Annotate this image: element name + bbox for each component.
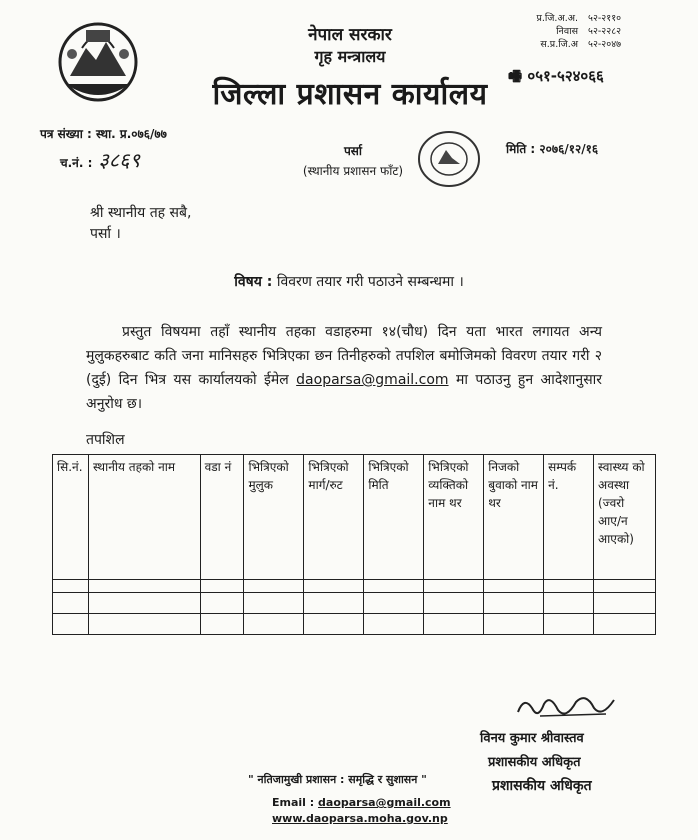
fax-icon: 🖷 xyxy=(508,67,528,85)
column-header: भित्रिएको मार्ग/रुट xyxy=(304,455,364,580)
footer-email-link[interactable]: daoparsa@gmail.com xyxy=(318,796,451,809)
contact-value: ५२-२११० xyxy=(588,13,622,24)
footer-motto: " नतिजामुखी प्रशासन : समृद्धि र सुशासन " xyxy=(248,773,427,786)
office-name: जिल्ला प्रशासन कार्यालय xyxy=(212,77,488,112)
footer-website-link[interactable]: www.daoparsa.moha.gov.np xyxy=(272,812,448,825)
table-header-row xyxy=(53,455,656,580)
contact-label: प्र.जि.अ.अ. xyxy=(536,13,578,24)
recipient-line-1: श्री स्थानीय तह सबै, xyxy=(90,205,192,221)
district-name: पर्सा xyxy=(343,144,363,158)
table-row xyxy=(53,614,656,635)
subject-line xyxy=(0,272,698,291)
column-header: भित्रिएको मुलुक xyxy=(244,455,304,580)
fax-value: ०५१-५२४०६६ xyxy=(527,67,604,85)
letter-date: मिति : २०७६/१२/१६ xyxy=(506,142,599,156)
contact-label: स.प्र.जि.अ xyxy=(540,39,578,50)
subject-text: विवरण तयार गरी पठाउने सम्बन्धमा । xyxy=(276,274,464,290)
contact-phones xyxy=(520,12,621,51)
contact-label: निवास xyxy=(556,26,578,37)
contact-value: ५२-२२८२ xyxy=(588,26,622,37)
section-name: (स्थानीय प्रशासन फाँट) xyxy=(302,164,404,178)
nepal-emblem-icon xyxy=(52,14,144,106)
ministry-name: गृह मन्त्रालय xyxy=(314,47,386,66)
contact-row xyxy=(520,12,621,25)
column-header: स्वास्थ्य को अवस्था (ज्वरो आए/न आएको) xyxy=(594,455,656,580)
table-row xyxy=(53,593,656,614)
contact-row xyxy=(520,38,621,51)
footer-email xyxy=(272,796,451,809)
column-header: सि.नं. xyxy=(53,455,89,580)
signatory-title-stamp: प्रशासकीय अधिकृत xyxy=(492,778,592,794)
footer-email-label: Email : xyxy=(272,796,315,809)
recipient-line-2: पर्सा । xyxy=(90,226,121,242)
body-text-after: मा पठाउनु हुन आदेशानुसार अनुरोध छ। xyxy=(86,372,603,412)
column-header: वडा नं xyxy=(200,455,244,580)
letterhead xyxy=(150,24,550,116)
dispatch-value: ३८६९ xyxy=(98,148,140,172)
column-header: भित्रिएको मिति xyxy=(364,455,424,580)
column-header: भित्रिएको व्यक्तिको नाम थर xyxy=(424,455,484,580)
table-row xyxy=(53,580,656,593)
body-text-before: प्रस्तुत विषयमा तहाँ स्थानीय तहका वडाहरुमा १४(चौध) दिन यता भारत लगायत अन्य मुलुकहरुबाट कति जना मानिसहरु भित्रिएका छन तिनीहरुको तपशिल बमोजिमको विवरण तयार गरी २ (दुई) दिन भित्र यस कार्यालयको ईमेल xyxy=(86,324,602,388)
subject-label: विषय : xyxy=(234,274,273,290)
dispatch-number xyxy=(60,146,140,173)
column-header: निजको बुवाको नाम थर xyxy=(484,455,544,580)
fax-number xyxy=(508,66,604,91)
dispatch-label: च.नं. : xyxy=(60,156,93,170)
contact-value: ५२-२०४७ xyxy=(588,39,622,50)
office-stamp-icon xyxy=(414,128,484,190)
table-body xyxy=(53,580,656,635)
letter-reference: पत्र संख्या : स्था. प्र.०७६/७७ xyxy=(40,127,167,141)
signatory-title: प्रशासकीय अधिकृत xyxy=(488,755,581,770)
letter-body xyxy=(86,320,602,416)
column-header: स्थानीय तहको नाम xyxy=(88,455,200,580)
body-email-link[interactable]: daoparsa@gmail.com xyxy=(296,372,449,388)
details-label: तपशिल xyxy=(86,432,125,448)
details-table xyxy=(52,454,656,635)
government-name: नेपाल सरकार xyxy=(308,25,392,45)
handwritten-signature-icon xyxy=(510,690,620,726)
column-header: सम्पर्क नं. xyxy=(544,455,594,580)
contact-row xyxy=(520,25,621,38)
signatory-name: विनय कुमार श्रीवास्तव xyxy=(480,731,584,746)
